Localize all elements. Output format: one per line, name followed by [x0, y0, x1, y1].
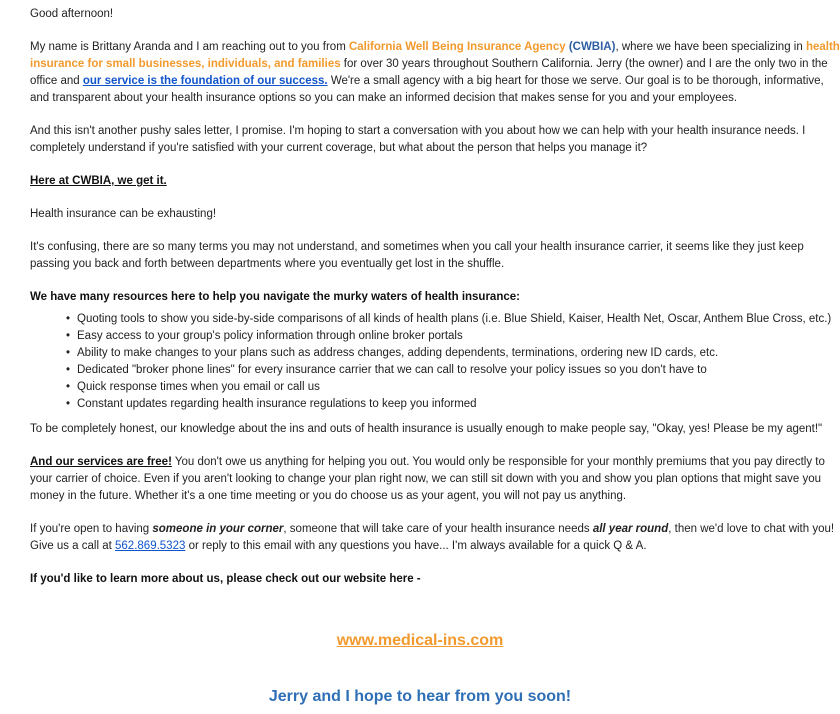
resources-list: [30, 311, 840, 413]
section-heading: Here at CWBIA, we get it.: [30, 175, 167, 187]
corner-text-1: If you're open to having: [30, 523, 153, 535]
learn-more-text: If you'd like to learn more about us, please check out our website here -: [30, 573, 421, 585]
free-paragraph: [30, 454, 840, 505]
corner-text-3: , then we'd love to chat with you! Give us a call at: [30, 523, 835, 552]
list-item: • Constant updates regarding health insurance regulations to keep you informed: [77, 396, 840, 413]
corner-text-4: or reply to this email with any questions you have... I'm always available for a quick Q & A.: [185, 540, 647, 552]
intro-text-4: We're a small agency with a big heart for those we serve. Our goal is to be thorough, informative, and transparent about your health insurance options so you can make an informed decision that makes sense for you and your employees.: [30, 75, 824, 104]
services-free-text: And our services are free!: [30, 456, 172, 468]
agency-abbr: (CWBIA): [568, 41, 616, 53]
list-item: • Ability to make changes to your plans such as address changes, adding dependents, terminations, ordering new ID cards, etc.: [77, 345, 840, 362]
pitch-paragraph: And this isn't another pushy sales letter, I promise. I'm hoping to start a conversation with you about how we can help with your health insurance needs. I completely understand if you're satisfied with your current coverage, but what about the person that helps you manage it?: [30, 125, 806, 154]
corner-text-2: , someone that will take care of your health insurance needs: [283, 523, 593, 535]
signoff-text: Jerry and I hope to hear from you soon!: [268, 688, 572, 705]
intro-text-1: My name is Brittany Aranda and I am reaching out to you from: [30, 41, 349, 53]
service-foundation-link[interactable]: our service is the foundation of our success.: [82, 75, 328, 87]
confusing-paragraph: It's confusing, there are so many terms you may not understand, and sometimes when you call your health insurance carrier, it seems like they just keep passing you back and forth between departments where you eventually get lost in the shuffle.: [30, 241, 804, 270]
greeting: Good afternoon!: [30, 8, 114, 20]
intro-text-2: , where we have been specializing in: [615, 41, 806, 53]
list-item: • Easy access to your group's policy information through online broker portals: [77, 328, 840, 345]
website-container: [0, 632, 840, 650]
corner-emphasis: someone in your corner: [152, 523, 284, 535]
year-round-emphasis: all year round: [592, 523, 669, 535]
exhausting-text: Health insurance can be exhausting!: [30, 208, 217, 220]
intro-text-3: for over 30 years throughout Southern California. Jerry (the owner) and I are the only two in the office and: [30, 58, 828, 87]
honest-paragraph: To be completely honest, our knowledge about the ins and outs of health insurance is usually enough to make people say, "Okay, yes! Please be my agent!": [30, 423, 823, 435]
agency-name: California Well Being Insurance Agency: [348, 41, 566, 53]
list-item: • Dedicated "broker phone lines" for every insurance carrier that we can call to resolve your policy issues so you don't have to: [77, 362, 840, 379]
list-item: • Quick response times when you email or call us: [77, 379, 840, 396]
specialty-text: health insurance for small businesses, individuals, and families: [30, 41, 840, 70]
free-rest-text: You don't owe us anything for helping you out. You would only be responsible for your monthly premiums that you pay directly to your carrier of choice. Even if you aren't looking to change your plan right now, we can still sit down with you and show you plan options that might save you money in the future. Whether it's a one time meeting or you do choose us as your agent, you will not pay us anything.: [30, 456, 825, 502]
resources-heading: We have many resources here to help you navigate the murky waters of health insurance:: [30, 291, 520, 303]
website-link[interactable]: www.medical-ins.com: [336, 632, 504, 649]
phone-link[interactable]: 562.869.5323: [115, 540, 186, 552]
intro-paragraph: [30, 39, 840, 107]
contact-paragraph: [30, 521, 840, 555]
list-item: • Quoting tools to show you side-by-side comparisons of all kinds of health plans (i.e. Blue Shield, Kaiser, Health Net, Oscar, Anthem Blue Cross, etc.): [77, 311, 840, 328]
